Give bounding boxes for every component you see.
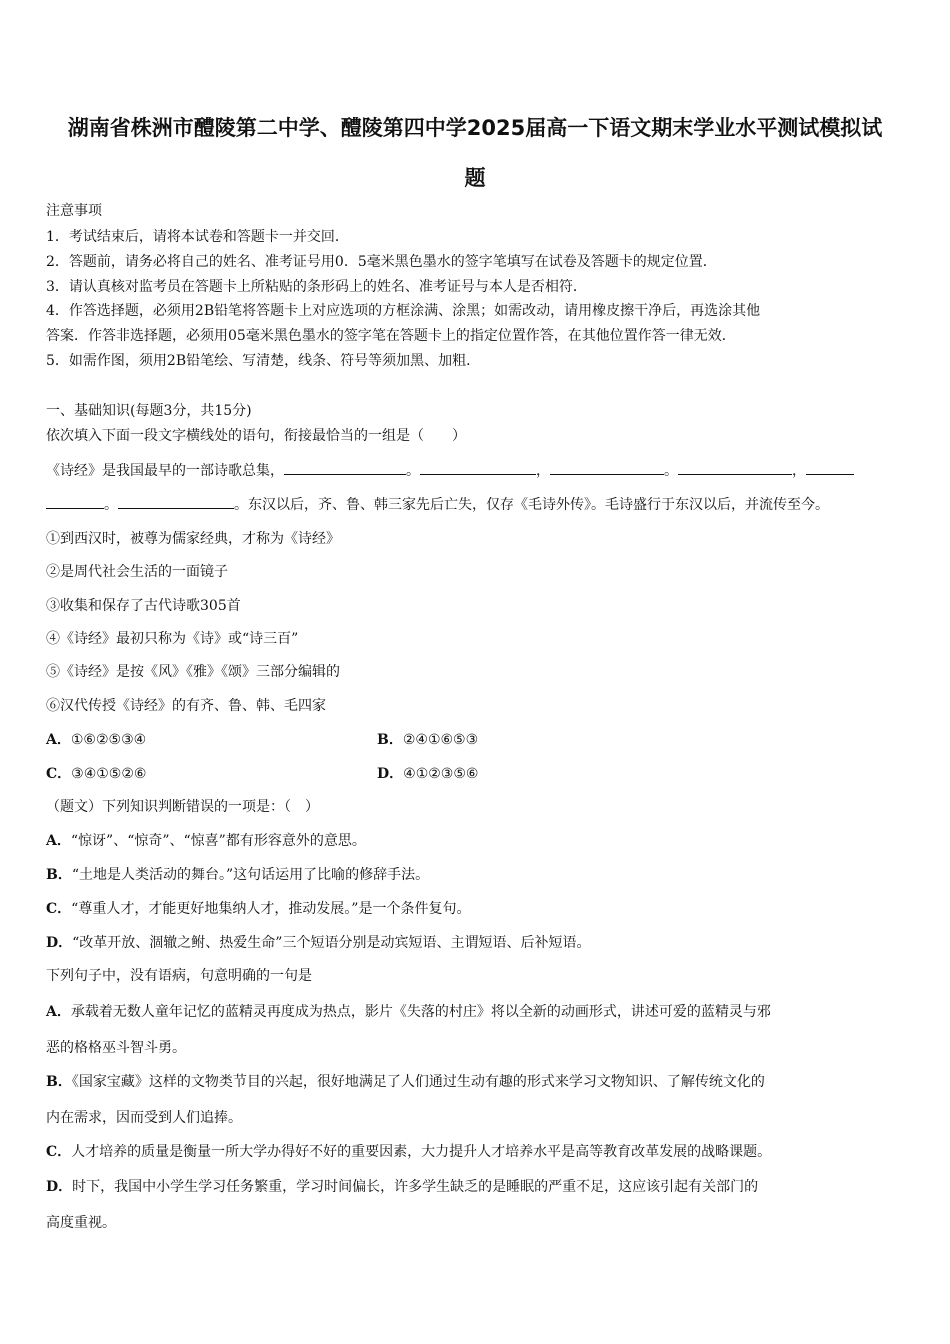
question-1-item: ②是周代社会生活的一面镜子	[46, 564, 228, 580]
question-3-option-a: A．承载着无数人童年记忆的蓝精灵再度成为热点，影片《失落的村庄》将以全新的动画形式，讲述可爱的蓝精灵与邪	[46, 1004, 771, 1020]
notice-item: 2．答题前，请务必将自己的姓名、准考证号用0．5毫米黑色墨水的签字笔填写在试卷及答题卡的规定位置．	[46, 254, 717, 270]
section-heading: 一、基础知识(每题3分，共15分)	[46, 403, 252, 419]
question-2-option-c: C．“尊重人才，才能更好地集纳人才，推动发展。”是一个条件复句。	[46, 901, 471, 917]
exam-title-continued: 题	[464, 166, 486, 190]
question-1-passage-line1	[46, 462, 908, 480]
question-3-option-d-continued: 高度重视。	[46, 1215, 116, 1231]
fill-blank-6	[118, 496, 234, 509]
question-1-item: ①到西汉时，被尊为儒家经典，才称为《诗经》	[46, 531, 340, 547]
notice-heading: 注意事项	[46, 203, 102, 219]
question-1-stem: 依次填入下面一段文字横线处的语句，衔接最恰当的一组是（ ）	[46, 428, 466, 444]
fill-blank-5	[806, 462, 854, 475]
fill-blank-3	[550, 462, 664, 475]
question-1-option-c: C．③④①⑤②⑥	[46, 766, 147, 782]
question-2-option-d: D．“改革开放、涸辙之鲋、热爱生命”三个短语分别是动宾短语、主谓短语、后补短语。	[46, 935, 591, 951]
notice-item: 4．作答选择题，必须用2B铅笔将答题卡上对应选项的方框涂满、涂黑；如需改动，请用橡皮擦干净后，再选涂其他	[46, 303, 761, 319]
passage-sep: 。	[104, 497, 118, 513]
question-1-item: ⑤《诗经》是按《风》《雅》《颂》三部分编辑的	[46, 664, 340, 680]
passage-sep: 。	[664, 463, 678, 479]
question-3-option-b: B．《国家宝藏》这样的文物类节目的兴起，很好地满足了人们通过生动有趣的形式来学习文物知识、了解传统文化的	[46, 1074, 765, 1090]
fill-blank-4	[678, 462, 792, 475]
notice-item: 答案．作答非选择题，必须用05毫米黑色墨水的签字笔在答题卡上的指定位置作答，在其他位置作答一律无效．	[46, 328, 736, 344]
question-3-stem: 下列句子中，没有语病，句意明确的一句是	[46, 968, 312, 984]
fill-blank-5-continued	[46, 496, 104, 509]
passage-end: 。东汉以后，齐、鲁、韩三家先后亡失，仅存《毛诗外传》。毛诗盛行于东汉以后，并流传至今。	[234, 497, 829, 513]
question-1-option-a: A．①⑥②⑤③④	[46, 732, 147, 748]
question-3-option-d: D．时下，我国中小学生学习任务繁重，学习时间偏长，许多学生缺乏的是睡眠的严重不足，这应该引起有关部门的	[46, 1179, 759, 1195]
question-1-item: ④《诗经》最初只称为《诗》或“诗三百”	[46, 631, 299, 647]
passage-start: 《诗经》是我国最早的一部诗歌总集，	[46, 463, 284, 479]
fill-blank-1	[284, 462, 406, 475]
notice-item: 5．如需作图，须用2B铅笔绘、写清楚，线条、符号等须加黑、加粗．	[46, 353, 481, 369]
question-1-item: ③收集和保存了古代诗歌305首	[46, 598, 241, 614]
fill-blank-2	[420, 462, 536, 475]
question-1-option-d: D．④①②③⑤⑥	[377, 766, 479, 782]
question-1-option-b: B．②④①⑥⑤③	[377, 732, 479, 748]
passage-sep: ，	[792, 463, 806, 479]
question-1-passage-line2	[46, 496, 908, 514]
question-3-option-b-continued: 内在需求，因而受到人们追捧。	[46, 1110, 242, 1126]
notice-item: 3．请认真核对监考员在答题卡上所粘贴的条形码上的姓名、准考证号与本人是否相符．	[46, 279, 587, 295]
question-2-stem: （题文）下列知识判断错误的一项是：（ ）	[46, 799, 319, 815]
passage-sep: ，	[536, 463, 550, 479]
question-2-option-a: A．“惊讶”、“惊奇”、“惊喜”都有形容意外的意思。	[46, 833, 366, 849]
question-2-option-b: B．“土地是人类活动的舞台。”这句话运用了比喻的修辞手法。	[46, 867, 430, 883]
passage-sep: 。	[406, 463, 420, 479]
exam-title: 湖南省株洲市醴陵第二中学、醴陵第四中学2025届高一下语文期末学业水平测试模拟试	[67, 116, 883, 140]
notice-item: 1．考试结束后，请将本试卷和答题卡一并交回．	[46, 229, 349, 245]
question-3-option-c: C．人才培养的质量是衡量一所大学办得好不好的重要因素，大力提升人才培养水平是高等教育改革发展的战略课题。	[46, 1144, 772, 1160]
question-3-option-a-continued: 恶的格格巫斗智斗勇。	[46, 1040, 186, 1056]
question-1-item: ⑥汉代传授《诗经》的有齐、鲁、韩、毛四家	[46, 698, 326, 714]
